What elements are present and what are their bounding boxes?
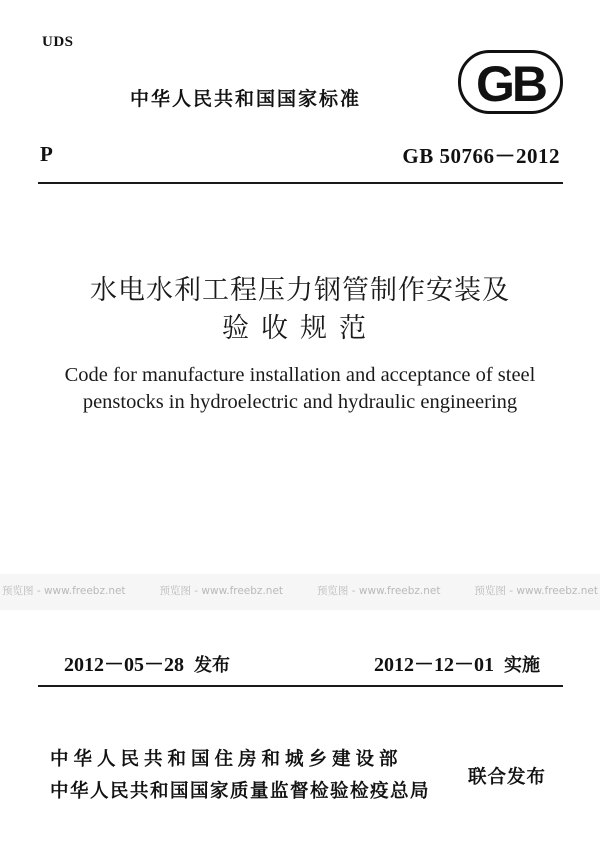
watermark-text: 预览图 - www.freebz.net: [2, 585, 126, 597]
bottom-divider: [38, 685, 563, 687]
national-standard-heading: 中华人民共和国国家标准: [130, 88, 362, 110]
issue-date: [64, 648, 230, 677]
watermark-text: 预览图 - www.freebz.net: [474, 585, 598, 597]
issuer-aqsiq: 中华人民共和国国家质量监督检验检疫总局: [50, 781, 431, 802]
title-cn-line1: 水电水利工程压力钢管制作安装及: [90, 275, 510, 306]
title-en-line1: Code for manufacture installation and acceptance of steel: [64, 364, 536, 386]
joint-issue-label: 联合发布: [468, 767, 547, 788]
issue-date-value: 2012－05－28: [64, 654, 184, 676]
issuer-ministry: 中华人民共和国住房和城乡建设部: [50, 749, 403, 770]
title-cn-line2: 验收规范: [222, 313, 378, 344]
gb-logo-icon: [458, 50, 563, 114]
title-en-line2: penstocks in hydroelectric and hydraulic engineering: [82, 391, 518, 413]
watermark-text: 预览图 - www.freebz.net: [159, 585, 284, 597]
standard-number: GB 50766－2012: [402, 144, 560, 168]
watermark-row: [0, 583, 600, 598]
top-divider: [38, 182, 563, 184]
effective-label: 实施: [504, 655, 540, 676]
gb-logo-text: GB: [476, 56, 545, 112]
category-code: P: [40, 142, 53, 166]
effective-date-value: 2012－12－01: [374, 654, 494, 676]
effective-date: [374, 648, 540, 677]
uds-label: UDS: [42, 34, 74, 50]
watermark-text: 预览图 - www.freebz.net: [316, 585, 441, 597]
issue-label: 发布: [194, 655, 230, 676]
